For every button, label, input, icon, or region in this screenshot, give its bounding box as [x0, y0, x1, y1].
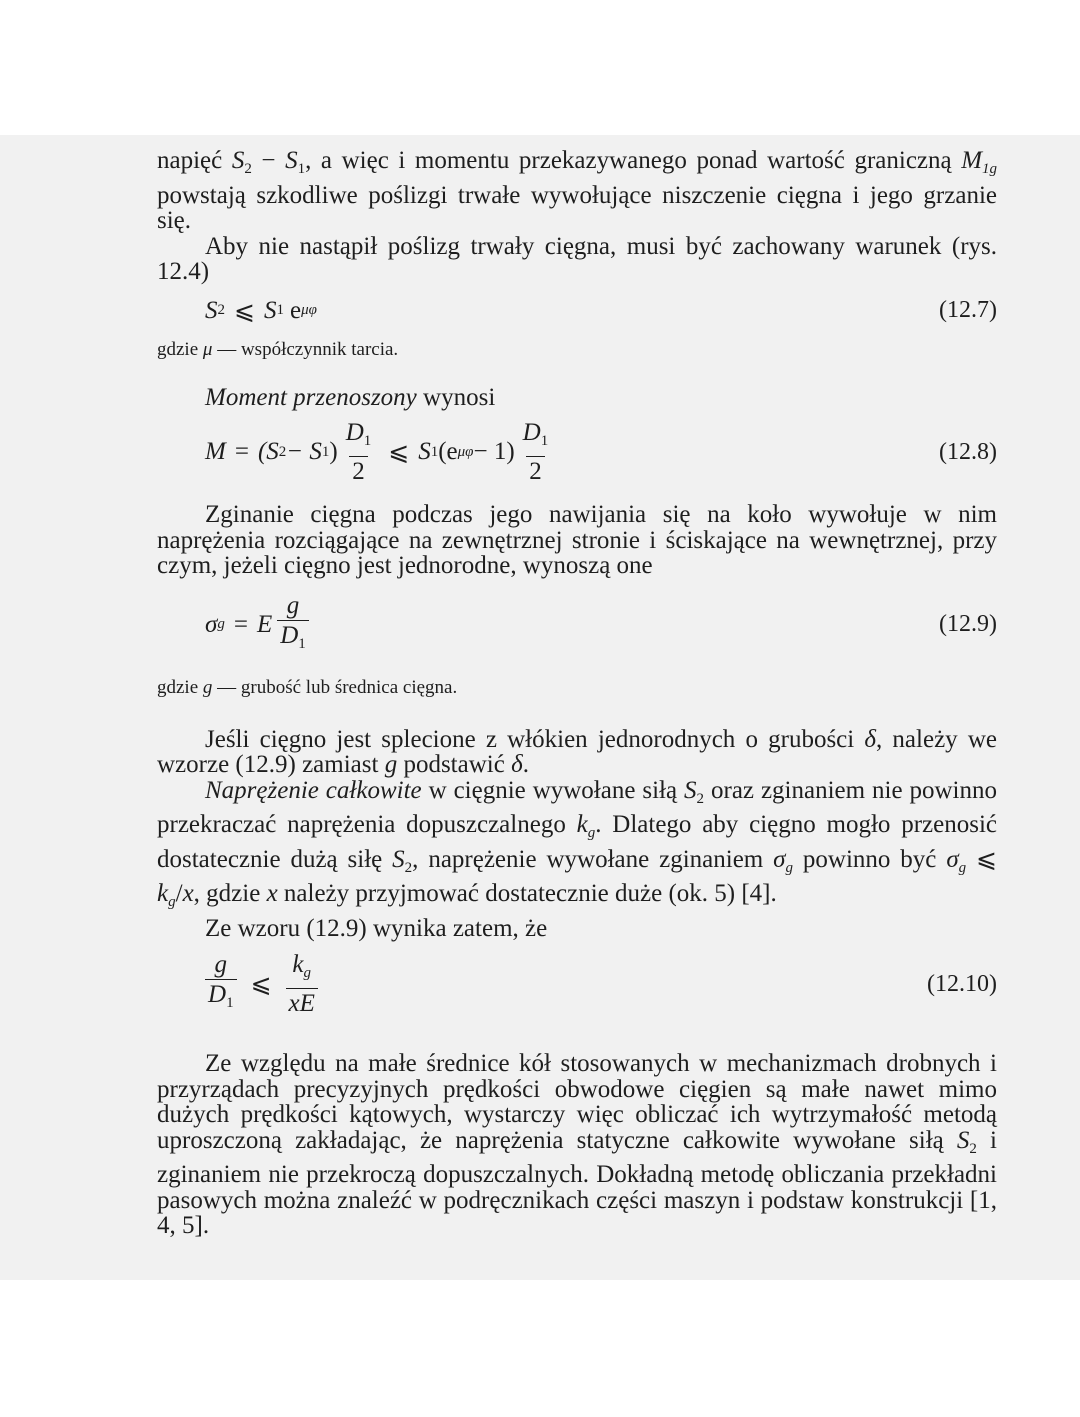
- paragraph-2: Aby nie nastąpił poślizg trwały cięgna, musi być zachowany warunek (rys. 12.4): [157, 232, 997, 285]
- paragraph-5: Jeśli cięgno jest splecione z włókien jednorodnych o grubości δ, należy we wzorze (12.9) zamiast g podstawić δ.: [157, 725, 997, 778]
- paragraph-7: Ze wzoru (12.9) wynika zatem, że: [205, 914, 548, 942]
- where-g-note: gdzie g — grubość lub średnica cięgna.: [157, 676, 458, 698]
- paragraph-4: Zginanie cięgna podczas jego nawijania się na koło wywołuje w nim naprężenia rozciągające na zewnętrznej stronie i ściskające na wewnętrznej, przy czym, jeżeli cięgno jest jednorodne, wynoszą one: [157, 501, 997, 579]
- fraction: $\frac{D_1}{2}$: [522, 419, 549, 485]
- equation-number: (12.10): [927, 970, 997, 997]
- equation-12-8: M = (S 2 − S 1 ) $\frac{D_1}{2}$ ⩽ S 1 (e μφ − 1) $\frac{D_1}{2}$ (12.8): [205, 419, 997, 485]
- fraction: $\frac{D_1}{2}$: [345, 419, 372, 485]
- where-mu-note: gdzie μ — współczynnik tarcia.: [157, 338, 399, 360]
- fraction: $\frac{k_g}{xE}$: [286, 951, 318, 1017]
- equation-12-9: σ g = E $\frac{g}{D_1}$ (12.9): [157, 579, 997, 671]
- equation-12-7: S 2 ⩽ S 1 e μφ (12.7): [205, 296, 997, 325]
- equation-number: (12.9): [939, 611, 997, 637]
- equation-number: (12.8): [939, 438, 997, 465]
- fraction: $\frac{g}{D_1}$: [205, 951, 237, 1017]
- fraction: $\frac{g}{D_1}$: [277, 592, 309, 658]
- page-text: [157, 148, 997, 1239]
- paragraph-6: Naprężenie całkowite w cięgnie wywołane siłą $S_2$ oraz zginaniem nie powinno przekraczać naprężenia dopuszczalnego $k_g$. Dlatego aby cięgno mogło przenosić dostatecznie dużą siłę $S_2$, naprężenie wywołane zginaniem $\sigma_g$ powinno być $\sigma_g$ ⩽ $k_g/x$, gdzie x należy przyjmować dostatecznie duże (ok. 5) [4].: [157, 776, 998, 910]
- paragraph-8: Ze względu na małe średnice kół stosowanych w mechanizmach drobnych i przyrządach precyzyjnych prędkości obwodowe cięgien są małe nawet mimo dużych prędkości kątowych, wystarczy więc obliczać ich wytrzymałość metodą uproszczoną zakładając, że naprężenia statyczne całkowite wywołane siłą $S_2$ i zginaniem nie przekroczą dopuszczalnych. Dokładną metodę obliczania przekładni pasowych można znaleźć w podręcznikach części maszyn i podstaw konstrukcji [1, 4, 5].: [157, 1050, 997, 1239]
- paragraph-1: napięć $S_2 - S_1$, a więc i momentu przekazywanego ponad wartość graniczną $M_{1g}$ powstają szkodliwe poślizgi trwałe wywołujące niszczenie cięgna i jego grzanie się.: [157, 147, 998, 234]
- equation-12-10: $\frac{g}{D_1}$ ⩽ $\frac{k_g}{xE}$ (12.10): [157, 941, 997, 1027]
- equation-number: (12.7): [939, 297, 997, 323]
- paragraph-3: Moment przenoszony wynosi: [205, 383, 496, 411]
